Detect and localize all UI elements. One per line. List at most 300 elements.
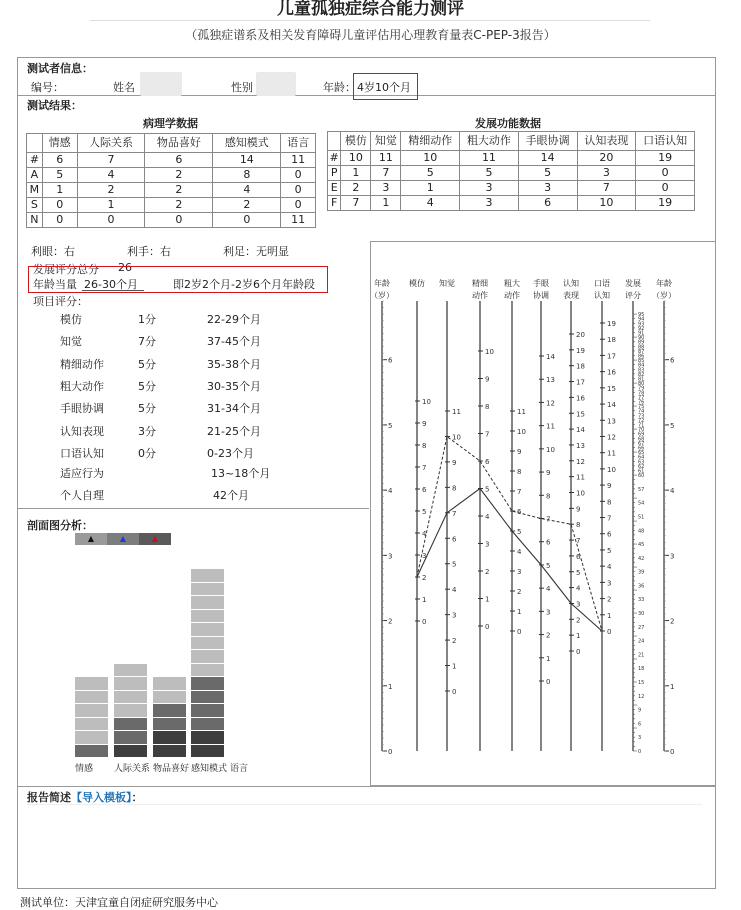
development-cell: 7: [577, 181, 636, 196]
pass-profile-line: [417, 489, 602, 632]
report-summary-colon: ：: [131, 791, 143, 804]
pathology-cell: 2: [145, 168, 213, 183]
development-cell: 3: [371, 181, 401, 196]
scale-tick-label: 2: [576, 616, 581, 625]
scale-tick-label: 17: [607, 352, 616, 361]
pathology-cell: 0: [145, 213, 213, 228]
item-score: 0分: [138, 446, 156, 460]
scale-tick-label: 3: [452, 611, 457, 620]
profile-bar-segment: [114, 691, 147, 704]
dev-score-tick-label: 81: [638, 376, 645, 383]
scale-tick-label: 16: [576, 394, 585, 403]
report-subtitle: （孤独症谱系及相关发育障碍儿童评估用心理教育量表C-PEP-3报告）: [185, 28, 556, 42]
scale-tick-label: 20: [576, 331, 585, 339]
scale-tick-label: 14: [546, 353, 555, 361]
dev-score-tick-label: 91: [638, 330, 645, 337]
dev-score-tick-label: 80: [638, 381, 645, 388]
scale-tick-label: 17: [576, 378, 585, 387]
age-label: 年龄：: [323, 81, 356, 94]
pathology-cell: 1: [77, 198, 145, 213]
chart-axis-header: 年龄: [374, 279, 390, 288]
development-cell: 6: [518, 196, 577, 211]
legend-swatch: ▲: [107, 533, 139, 545]
development-header-cell: 手眼协调: [518, 132, 577, 151]
dev-score-tick-label: 82: [638, 371, 645, 378]
scale-tick-label: 0: [607, 628, 612, 636]
chart-axis-header: 知觉: [439, 279, 455, 288]
scale-tick-label: 18: [607, 336, 616, 345]
scale-tick-label: 1: [546, 654, 551, 663]
scale-tick-label: 0: [422, 618, 427, 626]
development-cell: F: [328, 196, 341, 211]
scale-tick-label: 10: [607, 465, 616, 474]
development-header-cell: 粗大动作: [460, 132, 519, 151]
scale-tick-label: 7: [576, 537, 581, 546]
dev-score-tick-label: 36: [638, 583, 645, 590]
chart-axis-header: 年龄: [656, 279, 672, 288]
report-summary-area: [27, 789, 143, 805]
age-equivalent-note: 即2岁2个月-2岁6个月年龄段: [173, 278, 315, 291]
development-cell: 7: [371, 166, 401, 181]
chart-axis-header: （岁）: [370, 291, 394, 300]
report-title: 儿童孤独症综合能力测评: [277, 0, 464, 19]
scale-tick-label: 7: [422, 464, 427, 472]
item-name: 知觉: [60, 335, 82, 349]
development-header-cell: 知觉: [371, 132, 401, 151]
item-age: 22-29个月: [207, 313, 261, 326]
scale-tick-label: 3: [517, 568, 522, 576]
age-tick-label: 1: [670, 682, 675, 691]
pathology-cell: 1: [42, 183, 77, 198]
self-care-value: 42个月: [213, 489, 249, 502]
divider-profile: [17, 786, 716, 787]
scale-tick-label: 11: [452, 408, 461, 416]
development-cell: 11: [460, 151, 519, 166]
chart-axis-header: 协调: [533, 291, 549, 300]
emerging-profile-line: [417, 437, 602, 632]
dev-score-tick-label: 51: [638, 514, 645, 521]
development-cell: 3: [577, 166, 636, 181]
scale-tick-label: 7: [607, 514, 612, 523]
scale-tick-label: 10: [422, 398, 431, 406]
development-cell: 3: [518, 181, 577, 196]
adaptive-value: 13~18个月: [211, 467, 271, 480]
profile-bar-segment: [75, 677, 108, 690]
report-summary-label: 报告简述: [27, 791, 71, 804]
pathology-cell: 0: [281, 168, 316, 183]
scale-tick-label: 11: [546, 422, 555, 431]
scale-tick-label: 7: [517, 488, 522, 496]
pathology-header-cell: 语言: [281, 134, 316, 153]
scale-tick-label: 7: [452, 509, 457, 518]
scale-tick-label: 8: [546, 492, 551, 501]
pathology-cell: 8: [213, 168, 281, 183]
scale-tick-label: 2: [422, 574, 427, 582]
scale-tick-label: 9: [485, 375, 490, 384]
scale-tick-label: 2: [452, 637, 457, 646]
scale-tick-label: 10: [452, 433, 461, 442]
pathology-cell: 5: [42, 168, 77, 183]
chart-axis-header: 表现: [563, 291, 579, 300]
scale-tick-label: 1: [422, 596, 427, 604]
results-section-label: 测试结果：: [27, 99, 82, 112]
development-cell: 4: [401, 196, 460, 211]
item-score: 3分: [138, 424, 156, 438]
development-header-cell: 精细动作: [401, 132, 460, 151]
pathology-cell: 6: [42, 153, 77, 168]
dev-score-tick-label: 64: [638, 454, 645, 461]
dev-score-tick-label: 42: [638, 555, 645, 562]
dev-score-tick-label: 71: [638, 422, 645, 429]
development-row: [328, 181, 695, 196]
dev-score-tick-label: 45: [638, 542, 645, 549]
dev-score-tick-label: 70: [638, 427, 645, 434]
dev-score-tick-label: 89: [638, 339, 645, 346]
profile-bar-segment: [191, 637, 224, 650]
dev-score-tick-label: 27: [638, 624, 645, 631]
scale-tick-label: 2: [546, 631, 551, 640]
scale-tick-label: 10: [485, 348, 494, 356]
development-cell: 0: [636, 181, 695, 196]
scale-tick-label: 5: [485, 485, 490, 494]
pathology-header-cell: 情感: [42, 134, 77, 153]
scale-tick-label: 11: [576, 473, 585, 482]
development-cell: 1: [371, 196, 401, 211]
scale-tick-label: 2: [607, 595, 612, 604]
profile-bar-segment: [114, 664, 147, 677]
dev-score-tick-label: 65: [638, 450, 645, 457]
scale-tick-label: 13: [576, 441, 585, 450]
age-tick-label: 3: [388, 552, 393, 561]
scale-tick-label: 19: [576, 346, 585, 355]
dev-score-tick-label: 18: [638, 666, 645, 673]
development-cell: 19: [636, 151, 695, 166]
development-title: 发展功能数据: [475, 117, 541, 130]
scale-tick-label: 8: [607, 498, 612, 507]
dev-score-tick-label: 12: [638, 693, 645, 700]
item-age: 21-25个月: [207, 424, 261, 438]
profile-bar-segment: [114, 704, 147, 717]
scale-tick-label: 5: [517, 528, 522, 536]
pathology-cell: 4: [213, 183, 281, 198]
scale-tick-label: 1: [576, 632, 581, 641]
scale-tick-label: 12: [546, 399, 555, 408]
dev-score-tick-label: 88: [638, 344, 645, 351]
import-template-link[interactable]: 【导入模板】: [71, 791, 132, 804]
profile-bar-segment: [75, 745, 108, 758]
chart-axis-header: 评分: [625, 291, 641, 300]
scale-tick-label: 0: [517, 628, 522, 636]
profile-bar-label: 物品喜好: [153, 764, 190, 774]
pathology-header-cell: 人际关系: [77, 134, 145, 153]
dev-score-tick-label: 86: [638, 353, 645, 360]
items-label: 项目评分：: [33, 295, 88, 308]
dev-score-tick-label: 39: [638, 569, 645, 576]
scale-tick-label: 6: [517, 508, 522, 516]
pathology-cell: 11: [281, 153, 316, 168]
chart-axis-header: 认知: [594, 291, 610, 300]
profile-section-label: 剖面图分析：: [27, 519, 93, 532]
development-cell: 1: [341, 166, 371, 181]
age-tick-label: 2: [670, 617, 675, 626]
dev-score-tick-label: 74: [638, 408, 645, 415]
scale-tick-label: 5: [607, 546, 612, 555]
dev-score-tick-label: 66: [638, 445, 645, 452]
pathology-cell: 2: [145, 198, 213, 213]
profile-bar-label: 人际关系: [114, 764, 151, 774]
dev-score-tick-label: 69: [638, 431, 645, 438]
chart-axis-header: （岁）: [652, 291, 676, 300]
dev-score-tick-label: 6: [638, 721, 642, 728]
item-age: 30-35个月: [207, 379, 261, 393]
chart-axis-header: 手眼: [533, 279, 549, 288]
dev-score-tick-label: 21: [638, 652, 645, 659]
self-care-label: 个人自理: [60, 489, 104, 502]
hand-dominance: 利手：右: [127, 245, 171, 258]
dev-score-tick-label: 79: [638, 385, 645, 392]
profile-bar-segment: [153, 677, 186, 690]
scale-tick-label: 5: [576, 568, 581, 577]
scale-tick-label: 9: [517, 448, 522, 456]
development-cell: P: [328, 166, 341, 181]
item-name: 手眼协调: [60, 402, 104, 416]
dev-score-tick-label: 9: [638, 707, 642, 714]
profile-bar-segment: [191, 677, 224, 690]
age-tick-label: 0: [388, 748, 393, 756]
pathology-cell: 4: [77, 168, 145, 183]
profile-bar-segment: [114, 677, 147, 690]
scale-tick-label: 8: [485, 403, 490, 411]
item-name: 口语认知: [60, 446, 104, 460]
pathology-cell: 0: [213, 213, 281, 228]
scale-tick-label: 11: [517, 408, 526, 416]
pathology-title: 病理学数据: [143, 117, 198, 130]
development-cell: 7: [341, 196, 371, 211]
development-table: [327, 131, 695, 211]
tester-section-label: 测试者信息：: [27, 62, 93, 75]
age-tick-label: 5: [670, 421, 675, 430]
scale-tick-label: 2: [485, 568, 490, 576]
scale-tick-label: 6: [452, 535, 457, 544]
scale-tick-label: 18: [576, 362, 585, 371]
chart-axis-header: 发展: [625, 279, 641, 288]
profile-bar-segment: [191, 691, 224, 704]
scale-tick-label: 8: [452, 484, 457, 493]
dev-score-tick-label: 63: [638, 459, 645, 466]
scale-tick-label: 4: [576, 584, 581, 593]
scale-tick-label: 9: [576, 505, 581, 514]
dev-score-tick-label: 3: [638, 735, 642, 742]
development-cell: #: [328, 151, 341, 166]
profile-bar-segment: [153, 731, 186, 744]
scale-tick-label: 15: [576, 410, 585, 419]
age-equivalent-value: 26-30个月: [84, 278, 138, 291]
scale-tick-label: 12: [607, 433, 616, 442]
id-label: 编号：: [31, 81, 64, 94]
profile-bar-segment: [191, 731, 224, 744]
scale-tick-label: 9: [422, 420, 427, 428]
scale-tick-label: 1: [607, 611, 612, 620]
profile-bar-segment: [191, 664, 224, 677]
development-cell: 10: [341, 151, 371, 166]
scale-tick-label: 4: [546, 585, 551, 594]
profile-bar-label: 语言: [230, 764, 249, 774]
scale-tick-label: 4: [452, 586, 457, 595]
dev-score-tick-label: 24: [638, 638, 645, 645]
scale-tick-label: 2: [517, 588, 522, 596]
development-cell: 3: [460, 196, 519, 211]
development-cell: 10: [577, 196, 636, 211]
dev-score-tick-label: 57: [638, 486, 645, 493]
scale-tick-label: 9: [546, 469, 551, 478]
dev-score-tick-label: 75: [638, 404, 645, 411]
scale-tick-label: 7: [546, 515, 551, 524]
scale-tick-label: 3: [607, 579, 612, 588]
age-tick-label: 3: [670, 552, 675, 561]
development-cell: 5: [460, 166, 519, 181]
dev-score-tick-label: 95: [638, 312, 645, 319]
scale-tick-label: 10: [546, 445, 555, 454]
pathology-cell: 0: [42, 213, 77, 228]
gender-label: 性别: [231, 81, 253, 94]
scale-tick-label: 14: [576, 426, 585, 435]
testing-unit: 测试单位：天津宜童自闭症研究服务中心: [20, 896, 218, 909]
scale-tick-label: 7: [485, 430, 490, 439]
scale-tick-label: 1: [517, 608, 522, 616]
scale-tick-label: 6: [607, 530, 612, 539]
eye-dominance: 利眼：右: [31, 245, 75, 258]
pathology-cell: 7: [77, 153, 145, 168]
item-name: 精细动作: [60, 357, 104, 371]
profile-bar-segment: [153, 691, 186, 704]
name-label: 姓名: [113, 81, 135, 94]
scale-tick-label: 6: [576, 552, 581, 561]
chart-axis-header: 口语: [594, 279, 610, 288]
scale-tick-label: 4: [485, 513, 490, 521]
profile-bar-segment: [191, 610, 224, 623]
scale-tick-label: 13: [607, 417, 616, 426]
scale-tick-label: 4: [422, 530, 427, 538]
scale-tick-label: 0: [452, 688, 457, 696]
pathology-cell: 6: [145, 153, 213, 168]
profile-bar-segment: [153, 704, 186, 717]
development-cell: 3: [460, 181, 519, 196]
development-header-cell: 模仿: [341, 132, 371, 151]
dev-score-tick-label: 78: [638, 390, 645, 397]
pathology-header-cell: 感知模式: [213, 134, 281, 153]
scale-tick-label: 8: [422, 442, 427, 450]
scale-tick-label: 4: [607, 563, 612, 572]
chart-axis-header: 模仿: [409, 279, 425, 288]
development-cell: 11: [371, 151, 401, 166]
scale-tick-label: 10: [517, 428, 526, 436]
profile-bar-chart: [0, 0, 370, 786]
profile-bar-segment: [153, 718, 186, 731]
pathology-cell: N: [27, 213, 43, 228]
scale-tick-label: 4: [517, 548, 522, 556]
scale-tick-label: 1: [485, 595, 490, 604]
item-score: 5分: [138, 357, 156, 371]
dev-score-tick-label: 77: [638, 394, 645, 401]
pathology-cell: #: [27, 153, 43, 168]
age-equivalent-label: 年龄当量: [33, 278, 77, 291]
scale-tick-label: 14: [607, 401, 616, 410]
dev-score-tick-label: 30: [638, 611, 645, 618]
dev-score-tick-label: 33: [638, 597, 645, 604]
age-tick-label: 5: [388, 421, 393, 430]
scale-tick-label: 0: [485, 623, 490, 631]
pathology-cell: 0: [77, 213, 145, 228]
scale-tick-label: 9: [607, 482, 612, 491]
dev-score-tick-label: 83: [638, 367, 645, 374]
dev-score-tick-label: 87: [638, 348, 645, 355]
profile-bar-segment: [75, 704, 108, 717]
chart-axis-header: 精细: [472, 279, 488, 288]
pathology-cell: 2: [145, 183, 213, 198]
legend-swatch: ▲: [75, 533, 107, 545]
age-tick-label: 4: [670, 487, 675, 496]
development-cell: 10: [401, 151, 460, 166]
scale-tick-label: 8: [517, 468, 522, 476]
pathology-cell: 2: [213, 198, 281, 213]
development-cell: 0: [636, 166, 695, 181]
dev-score-tick-label: 92: [638, 325, 645, 332]
scale-tick-label: 6: [422, 486, 427, 494]
dev-score-tick-label: 0: [638, 749, 642, 755]
scale-tick-label: 13: [546, 376, 555, 385]
pathology-cell: A: [27, 168, 43, 183]
scale-tick-label: 16: [607, 368, 616, 377]
scale-tick-label: 5: [422, 508, 427, 516]
pathology-cell: 14: [213, 153, 281, 168]
legend-swatch: ▲: [139, 533, 171, 545]
item-name: 模仿: [60, 313, 82, 326]
development-cell: 2: [341, 181, 371, 196]
scale-tick-label: 9: [452, 458, 457, 467]
item-age: 37-45个月: [207, 335, 261, 349]
item-age: 31-34个月: [207, 402, 261, 416]
report-summary-underline: [27, 804, 702, 805]
development-row: [328, 196, 695, 211]
profile-bar-segment: [191, 718, 224, 731]
profile-bar-segment: [75, 731, 108, 744]
scale-tick-label: 3: [546, 608, 551, 617]
profile-bar-segment: [191, 569, 224, 582]
profile-bar-segment: [114, 745, 147, 758]
dev-score-tick-label: 72: [638, 417, 645, 424]
profile-bar-segment: [191, 704, 224, 717]
profile-bar-segment: [191, 583, 224, 596]
development-cell: 19: [636, 196, 695, 211]
development-row: [328, 151, 695, 166]
dev-score-tick-label: 60: [638, 473, 645, 480]
scale-tick-label: 10: [576, 489, 585, 498]
development-cell: 1: [401, 181, 460, 196]
age-tick-label: 0: [670, 748, 675, 756]
dev-score-tick-label: 90: [638, 335, 645, 342]
pathology-cell: 11: [281, 213, 316, 228]
age-tick-label: 1: [388, 682, 393, 691]
scale-tick-label: 6: [485, 458, 490, 466]
development-row: [328, 166, 695, 181]
pathology-cell: 0: [281, 198, 316, 213]
scale-tick-label: 19: [607, 320, 616, 328]
pathology-cell: 0: [281, 183, 316, 198]
item-score: 1分: [138, 313, 156, 326]
item-score: 7分: [138, 335, 156, 349]
profile-bar-label: 感知模式: [191, 764, 228, 774]
dev-score-tick-label: 68: [638, 436, 645, 443]
